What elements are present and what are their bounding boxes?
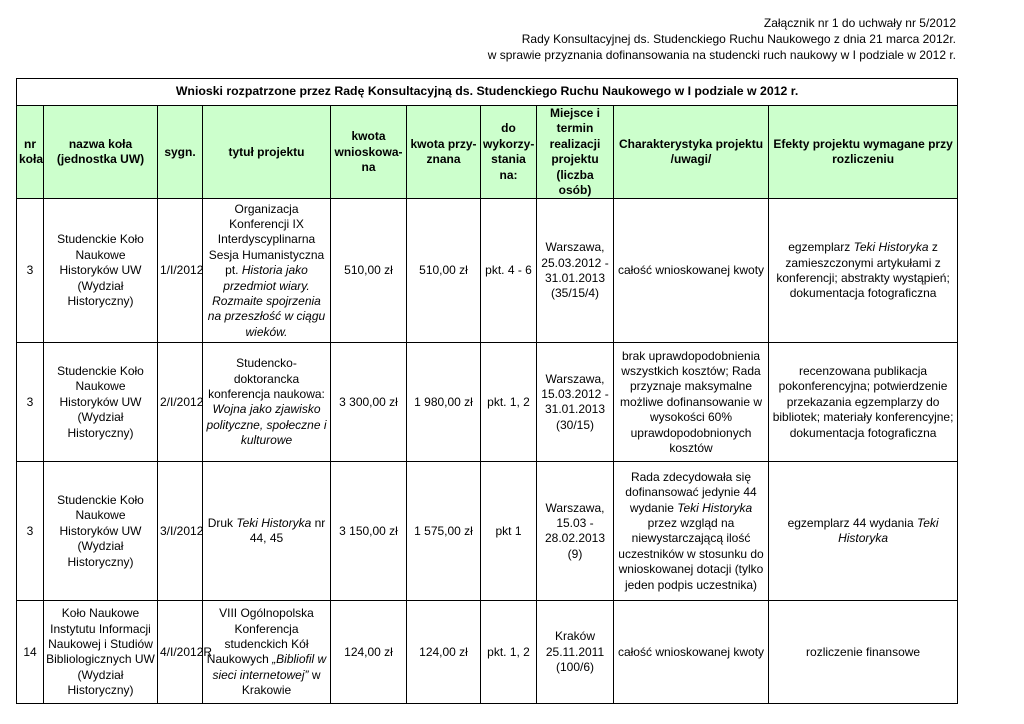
- effects-italic: Teki Historyka: [838, 516, 939, 546]
- cell-effects: recenzowana publikacja pokonferencyjna; potwierdzenie przekazania egzemplarzy do bibliotek; materiały konferencyjne; dokumentacja fotograficzna: [769, 343, 958, 462]
- cell-effects: [769, 199, 958, 343]
- cell-place: Warszawa, 15.03.2012 - 31.01.2013 (30/15): [537, 343, 614, 462]
- cell-nr: 3: [17, 462, 44, 601]
- col-header-title: tytuł projektu: [203, 106, 331, 199]
- table-title: Wnioski rozpatrzone przez Radę Konsultacyjną ds. Studenckiego Ruchu Naukowego w I podziale w 2012 r.: [17, 79, 958, 106]
- cell-sygn: 1/I/2012: [158, 199, 203, 343]
- title-plain: Organizacja Konferencji IX Interdyscyplinarna Sesja Humanistyczna pt.: [208, 201, 325, 278]
- cell-remarks: brak uprawdopodobnienia wszystkich kosztów; Rada przyznaje maksymalne możliwe dofinansowanie w wysokości 60% uprawdopodobnionych kosztów: [614, 343, 769, 462]
- cell-place: Warszawa, 15.03 - 28.02.2013 (9): [537, 462, 614, 601]
- table-row: [17, 462, 958, 601]
- header-line-3: w sprawie przyznania dofinansowania na studencki ruch naukowy w I podziale w 2012 r.: [487, 48, 956, 62]
- cell-nr: 3: [17, 199, 44, 343]
- cell-name: Studenckie Koło Naukowe Historyków UW (Wydział Historyczny): [44, 343, 158, 462]
- cell-sygn: 3/I/2012: [158, 462, 203, 601]
- effects-plain: egzemplarz: [788, 240, 854, 255]
- col-header-effects: Efekty projektu wymagane przy rozliczeniu: [769, 106, 958, 199]
- cell-name: Studenckie Koło Naukowe Historyków UW (Wydział Historyczny): [44, 462, 158, 601]
- col-header-nr: nr koła: [17, 106, 44, 199]
- cell-effects: rozliczenie finansowe: [769, 601, 958, 704]
- cell-name: Studenckie Koło Naukowe Historyków UW (Wydział Historyczny): [44, 199, 158, 343]
- cell-granted: 124,00 zł: [407, 601, 481, 704]
- col-header-remarks: Charakterystyka projektu /uwagi/: [614, 106, 769, 199]
- header-line-1: Załącznik nr 1 do uchwały nr 5/2012: [763, 16, 956, 30]
- col-header-name: nazwa koła (jednostka UW): [44, 106, 158, 199]
- title-plain: Studencko-doktorancka konferencja naukowa:: [208, 356, 325, 402]
- cell-title: [203, 601, 331, 704]
- cell-nr: 14: [17, 601, 44, 704]
- cell-sygn: 2/I/2012: [158, 343, 203, 462]
- cell-nr: 3: [17, 343, 44, 462]
- remarks-italic: Teki Historyka: [677, 500, 753, 515]
- title-plain: Druk: [207, 516, 237, 531]
- title-plain-end: nr 44, 45: [249, 516, 326, 546]
- cell-remarks: całość wnioskowanej kwoty: [614, 601, 769, 704]
- cell-requested: 3 300,00 zł: [331, 343, 407, 462]
- col-header-sygn: sygn.: [158, 106, 203, 199]
- title-italic: Teki Historyka: [236, 516, 312, 531]
- remarks-plain-end: przez wzgląd na niewystarczającą ilość uczestników w stosunku do wnioskowanej dotacji (tylko jeden podpis uczestnika): [618, 516, 764, 592]
- title-italic: Historia jako przedmiot wiary. Rozmaite spojrzenia na przeszłość w ciągu wieków.: [207, 263, 326, 339]
- cell-requested: 3 150,00 zł: [331, 462, 407, 601]
- table-row: [17, 199, 958, 343]
- cell-use: pkt 1: [481, 462, 537, 601]
- cell-granted: 1 980,00 zł: [407, 343, 481, 462]
- remarks-plain: Rada zdecydowała się dofinansować jedynie 44 wydanie: [625, 469, 757, 515]
- cell-use: pkt. 4 - 6: [481, 199, 537, 343]
- cell-sygn: 4/I/2012R: [158, 601, 203, 704]
- cell-remarks: całość wnioskowanej kwoty: [614, 199, 769, 343]
- col-header-requested: kwota wnioskowa-na: [331, 106, 407, 199]
- effects-plain: egzemplarz 44 wydania: [787, 516, 917, 531]
- cell-title: [203, 462, 331, 601]
- col-header-use: do wykorzy-stania na:: [481, 106, 537, 199]
- applications-table: [16, 78, 958, 704]
- title-plain-end: w Krakowie: [241, 667, 321, 698]
- cell-granted: 510,00 zł: [407, 199, 481, 343]
- title-italic: Wojna jako zjawisko polityczne, społeczne i kulturowe: [206, 402, 327, 448]
- cell-use: pkt. 1, 2: [481, 343, 537, 462]
- table-row: [17, 343, 958, 462]
- col-header-granted: kwota przy-znana: [407, 106, 481, 199]
- table-row: [17, 601, 958, 704]
- col-header-place: Miejsce i termin realizacji projektu (liczba osób): [537, 106, 614, 199]
- header-line-2: Rady Konsultacyjnej ds. Studenckiego Ruchu Naukowego z dnia 21 marca 2012r.: [521, 32, 956, 46]
- cell-title: [203, 343, 331, 462]
- cell-remarks: [614, 462, 769, 601]
- title-plain: VIII Ogólnopolska Konferencja studenckich Kół Naukowych: [206, 606, 314, 667]
- effects-italic: Teki Historyka: [853, 240, 929, 255]
- cell-requested: 510,00 zł: [331, 199, 407, 343]
- cell-name: Koło Naukowe Instytutu Informacji Naukowej i Studiów Bibliologicznych UW (Wydział Historyczny): [44, 601, 158, 704]
- effects-plain-end: z zamieszczonymi artykułami z konferencji; abstrakty wystąpień; dokumentacja fotograficzna: [776, 240, 950, 301]
- cell-granted: 1 575,00 zł: [407, 462, 481, 601]
- cell-place: Kraków 25.11.2011 (100/6): [537, 601, 614, 704]
- cell-effects: [769, 462, 958, 601]
- document-header: [488, 15, 956, 63]
- cell-place: Warszawa, 25.03.2012 - 31.01.2013 (35/15/4): [537, 199, 614, 343]
- title-italic: „Bibliofil w sieci internetowej”: [212, 652, 327, 682]
- cell-use: pkt. 1, 2: [481, 601, 537, 704]
- cell-requested: 124,00 zł: [331, 601, 407, 704]
- cell-title: [203, 199, 331, 343]
